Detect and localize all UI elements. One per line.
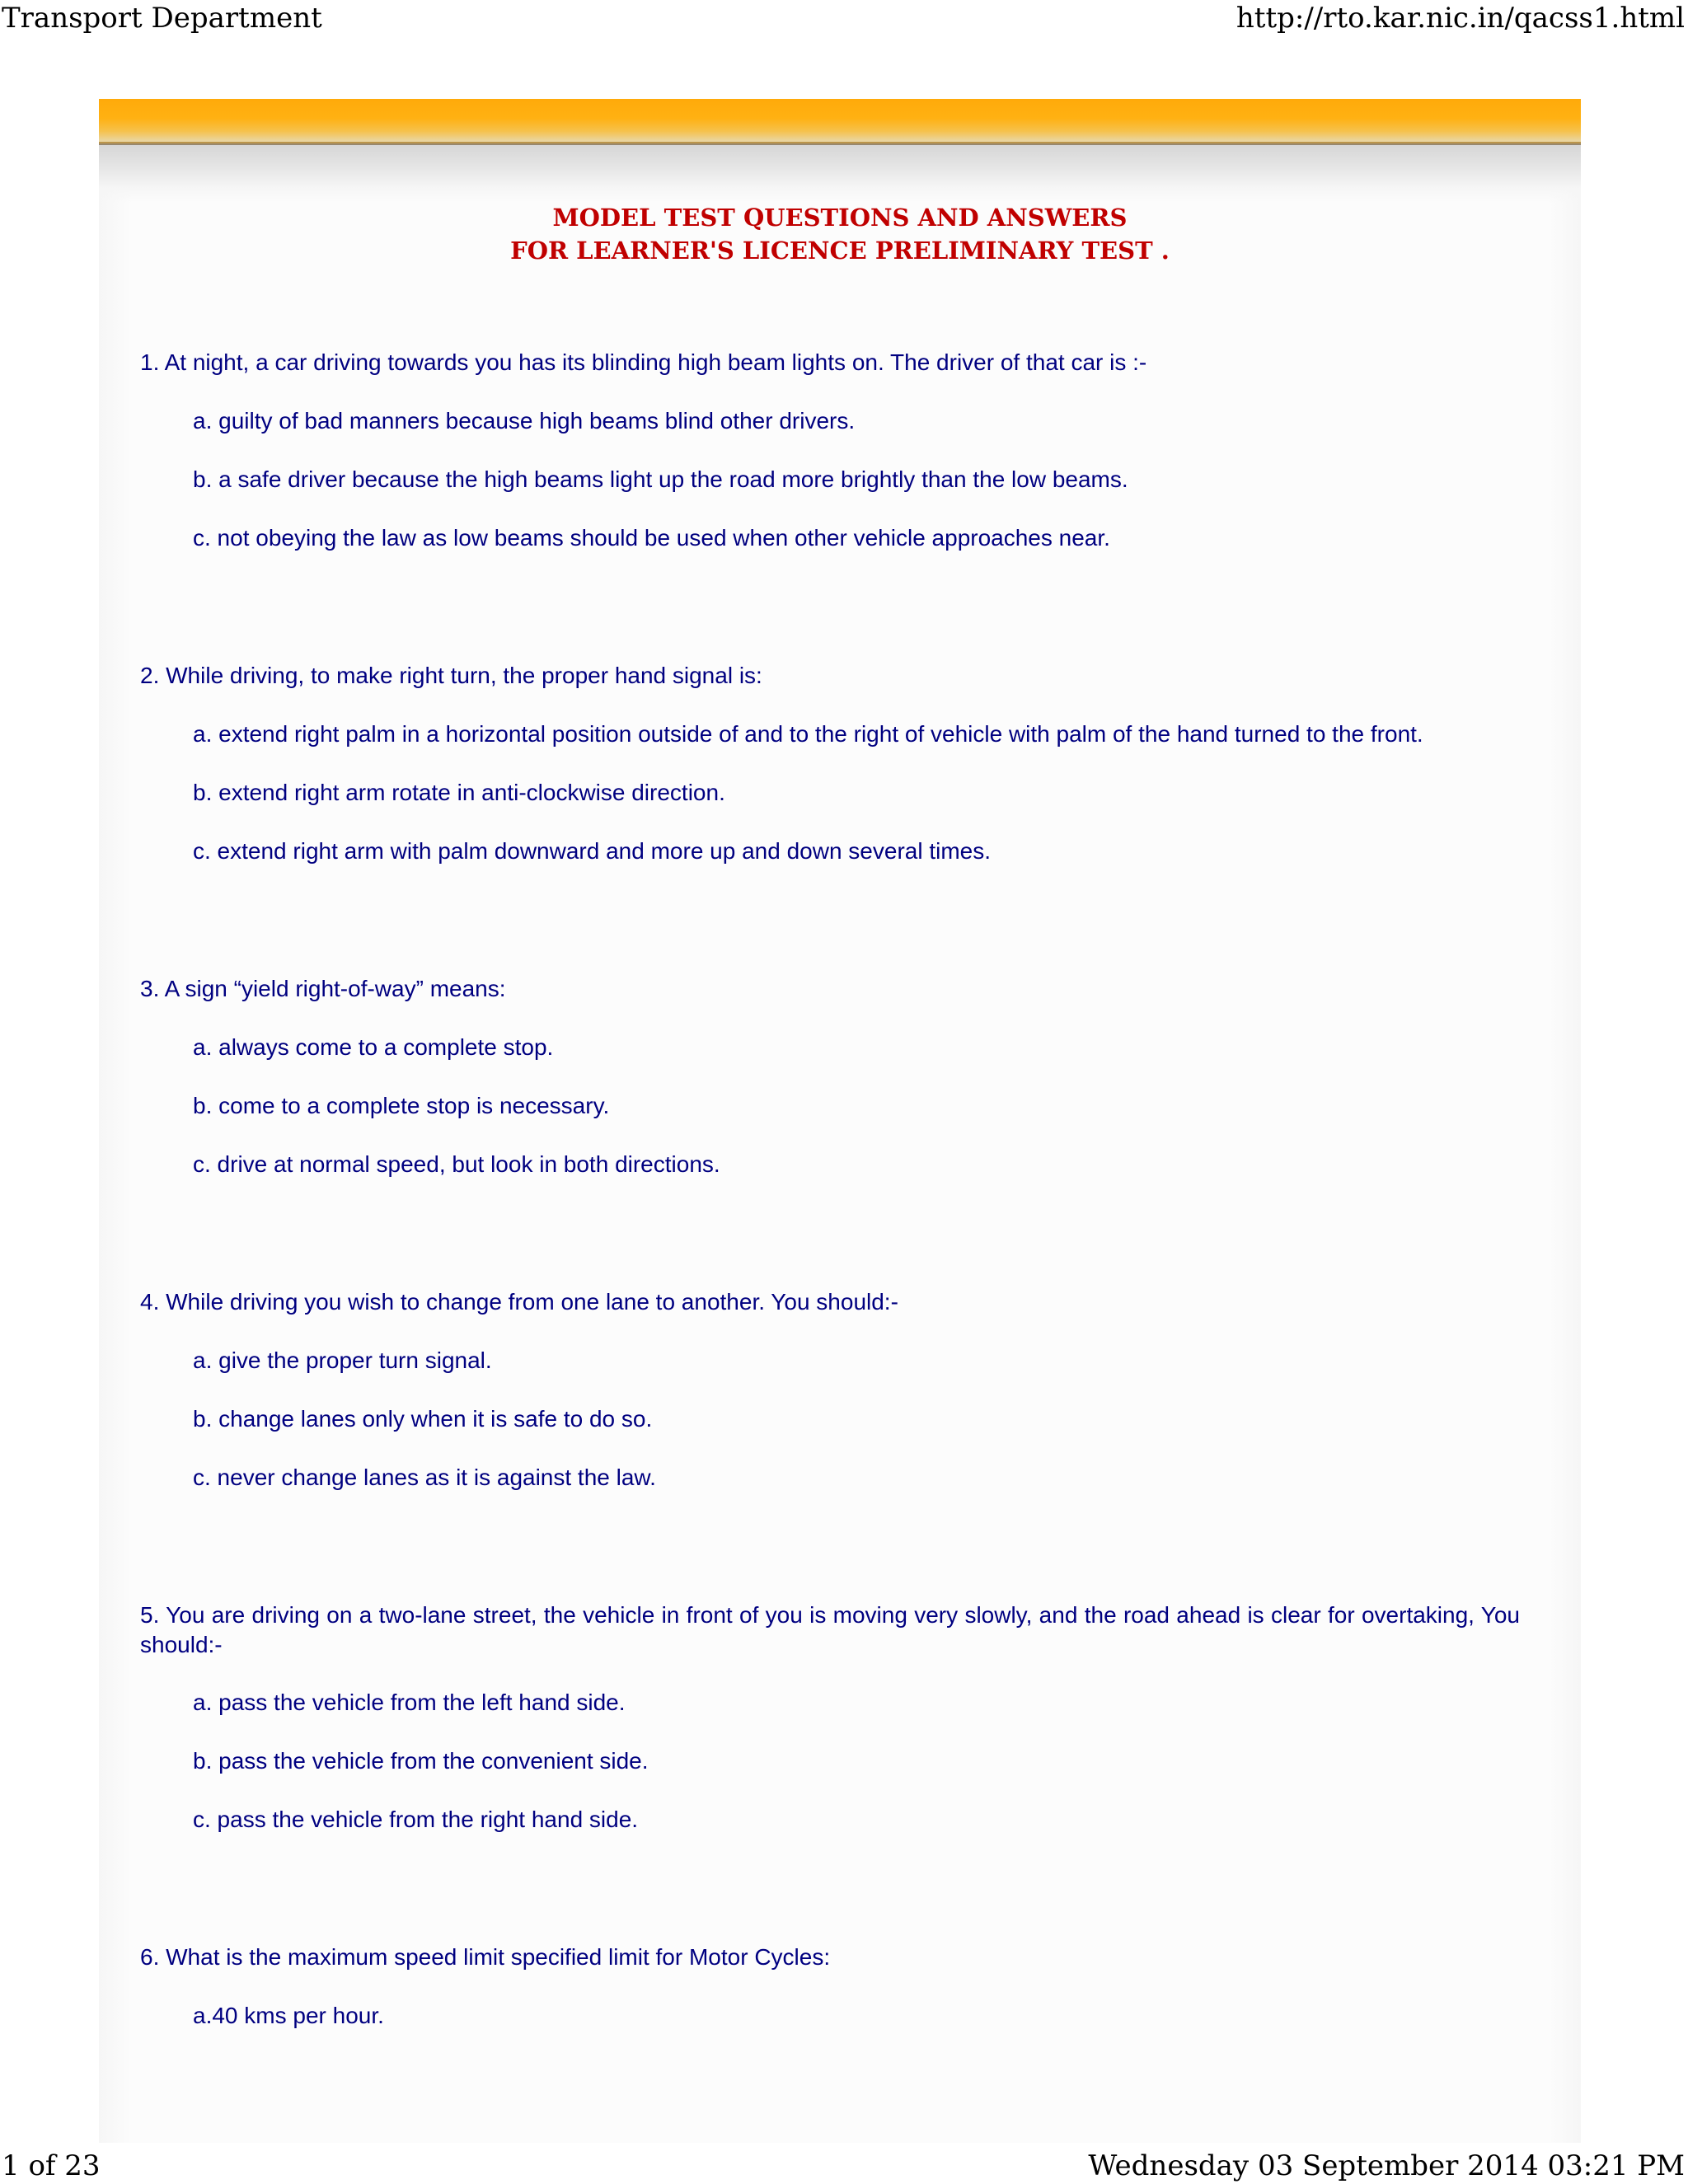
question-6: 6. What is the maximum speed limit specified limit for Motor Cycles: <box>140 1944 831 1970</box>
question-6-option-a: a.40 kms per hour. <box>193 2003 384 2028</box>
banner-shadow <box>99 145 1581 203</box>
question-5-option-c: c. pass the vehicle from the right hand side. <box>193 1807 639 1832</box>
question-4-option-a: a. give the proper turn signal. <box>193 1347 492 1373</box>
question-1-option-a: a. guilty of bad manners because high beams blind other drivers. <box>193 408 856 434</box>
header-banner <box>99 99 1581 142</box>
page-title <box>99 201 1581 267</box>
question-5-option-a: a. pass the vehicle from the left hand side. <box>193 1690 626 1715</box>
question-2: 2. While driving, to make right turn, the proper hand signal is: <box>140 663 762 688</box>
question-3-option-a: a. always come to a complete stop. <box>193 1034 554 1060</box>
question-3-option-b: b. come to a complete stop is necessary. <box>193 1093 610 1118</box>
question-4: 4. While driving you wish to change from one lane to another. You should:- <box>140 1289 898 1315</box>
page-content <box>99 99 1581 2143</box>
question-5: 5. You are driving on a two-lane street, the vehicle in front of you is moving very slowly, and the road ahead is clear for overtaking, You should:- <box>140 1602 1520 1657</box>
question-3: 3. A sign “yield right-of-way” means: <box>140 976 506 1001</box>
question-2-option-b: b. extend right arm rotate in anti-clockwise direction. <box>193 780 725 805</box>
print-header-title: Transport Department <box>2 2 322 35</box>
question-2-option-a: a. extend right palm in a horizontal position outside of and to the right of vehicle with palm of the hand turned to the front. <box>193 721 1423 747</box>
question-1: 1. At night, a car driving towards you has its blinding high beam lights on. The driver of that car is :- <box>140 349 1147 375</box>
page-title-line-2: FOR LEARNER'S LICENCE PRELIMINARY TEST . <box>510 237 1170 265</box>
question-4-option-c: c. never change lanes as it is against the law. <box>193 1465 656 1490</box>
question-1-option-b: b. a safe driver because the high beams light up the road more brightly than the low beams. <box>193 466 1128 492</box>
question-2-option-c: c. extend right arm with palm downward and more up and down several times. <box>193 838 992 864</box>
question-4-option-b: b. change lanes only when it is safe to do so. <box>193 1406 653 1432</box>
print-header-url: http://rto.kar.nic.in/qacss1.html <box>1236 2 1685 35</box>
page-title-line-1: MODEL TEST QUESTIONS AND ANSWERS <box>552 204 1128 232</box>
question-3-option-c: c. drive at normal speed, but look in both directions. <box>193 1151 720 1177</box>
question-5-option-b: b. pass the vehicle from the convenient side. <box>193 1748 649 1774</box>
print-footer-page-number: 1 of 23 <box>2 2149 101 2182</box>
print-footer-timestamp: Wednesday 03 September 2014 03:21 PM <box>1088 2149 1685 2182</box>
question-1-option-c: c. not obeying the law as low beams should be used when other vehicle approaches near. <box>193 525 1110 551</box>
